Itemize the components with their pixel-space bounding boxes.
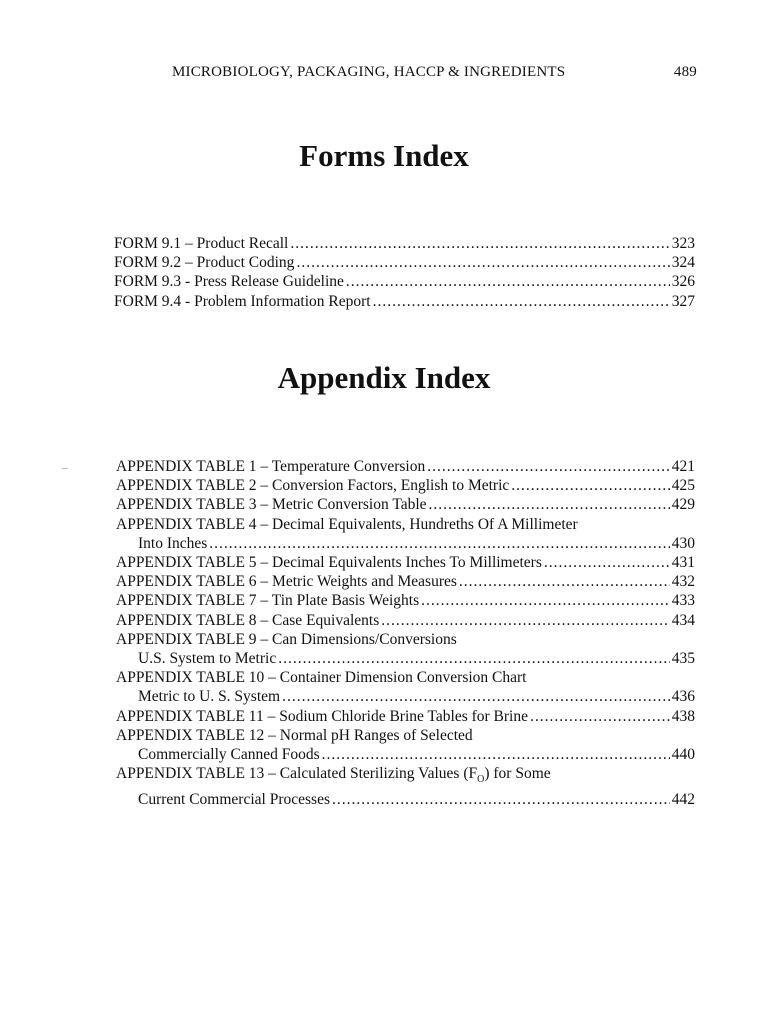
dot-leader [530,707,670,726]
toc-entry-continuation [116,534,695,553]
entry-label-cont: Commercially Canned Foods [138,746,320,764]
appendix-index-title: Appendix Index [277,360,491,395]
toc-entry-continuation [116,649,695,668]
entry-label: APPENDIX TABLE 7 – Tin Plate Basis Weights [116,592,420,610]
entry-label: APPENDIX TABLE 6 – Metric Weights and Measures [116,573,457,591]
entry-label-post: ) for Some [484,765,551,783]
entry-label-pre: APPENDIX TABLE 13 – Calculated Sterilizing Values (F [116,765,478,783]
entry-label-cont: Current Commercial Processes [138,790,330,808]
scan-speck [62,468,68,469]
entry-label-cont: Into Inches [138,534,208,552]
entry-page: 323 [671,235,695,252]
entry-page: 432 [671,573,695,591]
running-head [172,64,697,81]
dot-leader [322,745,670,764]
entry-page: 421 [671,458,695,475]
entry-label: APPENDIX TABLE 4 – Decimal Equivalents, Hundreths Of A Millimeter [116,515,578,533]
dot-leader [373,292,670,311]
entry-label-cont: Metric to U. S. System [138,688,281,706]
entry-label: FORM 9.4 - Problem Information Report [114,292,371,310]
toc-entry [116,611,695,630]
forms-index-list [114,234,695,311]
toc-entry [116,572,695,591]
forms-index-title: Forms Index [299,138,469,173]
toc-entry-continuation [116,790,695,809]
dot-leader [296,253,669,272]
entry-page: 440 [671,746,695,764]
dot-leader [332,790,670,809]
toc-entry [116,553,695,572]
entry-label: APPENDIX TABLE 11 – Sodium Chloride Brine Tables for Brine [116,707,528,725]
entry-label: APPENDIX TABLE 2 – Conversion Factors, English to Metric [116,477,510,495]
entry-label: APPENDIX TABLE 10 – Container Dimension Conversion Chart [116,669,527,687]
entry-label: FORM 9.1 – Product Recall [114,235,289,252]
entry-page: 431 [671,554,695,572]
entry-label: APPENDIX TABLE 8 – Case Equivalents [116,611,380,629]
entry-label: APPENDIX TABLE 3 – Metric Conversion Table [116,496,427,514]
dot-leader [459,572,670,591]
toc-entry [114,234,695,253]
toc-entry [114,292,695,311]
entry-label [116,764,695,789]
appendix-index-list [116,457,695,809]
dot-leader [421,591,670,610]
toc-entry-continuation [116,745,695,764]
dot-leader [209,534,669,553]
entry-page: 442 [671,790,695,808]
entry-label: APPENDIX TABLE 1 – Temperature Conversion [116,458,426,475]
entry-page: 429 [671,496,695,514]
running-title: MICROBIOLOGY, PACKAGING, HACCP & INGREDIENTS [172,64,566,80]
dot-leader [511,476,669,495]
toc-entry [116,591,695,610]
entry-label: APPENDIX TABLE 12 – Normal pH Ranges of Selected [116,726,473,744]
entry-page: 438 [671,707,695,725]
toc-entry [116,495,695,514]
entry-page: 327 [671,292,695,310]
toc-entry [116,457,695,476]
dot-leader [381,611,670,630]
entry-label: APPENDIX TABLE 9 – Can Dimensions/Conversions [116,630,457,648]
entry-label: APPENDIX TABLE 5 – Decimal Equivalents Inches To Millimeters [116,554,542,572]
dot-leader [544,553,670,572]
entry-page: 326 [671,273,695,291]
entry-page: 436 [671,688,695,706]
dot-leader [346,272,670,291]
dot-leader [427,457,670,476]
entry-page: 430 [671,534,695,552]
dot-leader [278,649,670,668]
dot-leader [282,687,670,706]
toc-entry [114,272,695,291]
page-number: 489 [673,64,697,80]
entry-page: 324 [671,254,695,272]
entry-label: FORM 9.3 - Press Release Guideline [114,273,344,291]
toc-entry-continuation [116,687,695,706]
toc-entry [116,476,695,495]
entry-label: FORM 9.2 – Product Coding [114,254,295,272]
toc-entry [114,253,695,272]
entry-label-cont: U.S. System to Metric [138,650,277,668]
subscript-o: O [477,774,485,786]
entry-page: 435 [671,650,695,668]
entry-page: 434 [671,611,695,629]
entry-page: 425 [671,477,695,495]
dot-leader [290,234,669,253]
toc-entry [116,707,695,726]
dot-leader [429,495,670,514]
entry-page: 433 [671,592,695,610]
